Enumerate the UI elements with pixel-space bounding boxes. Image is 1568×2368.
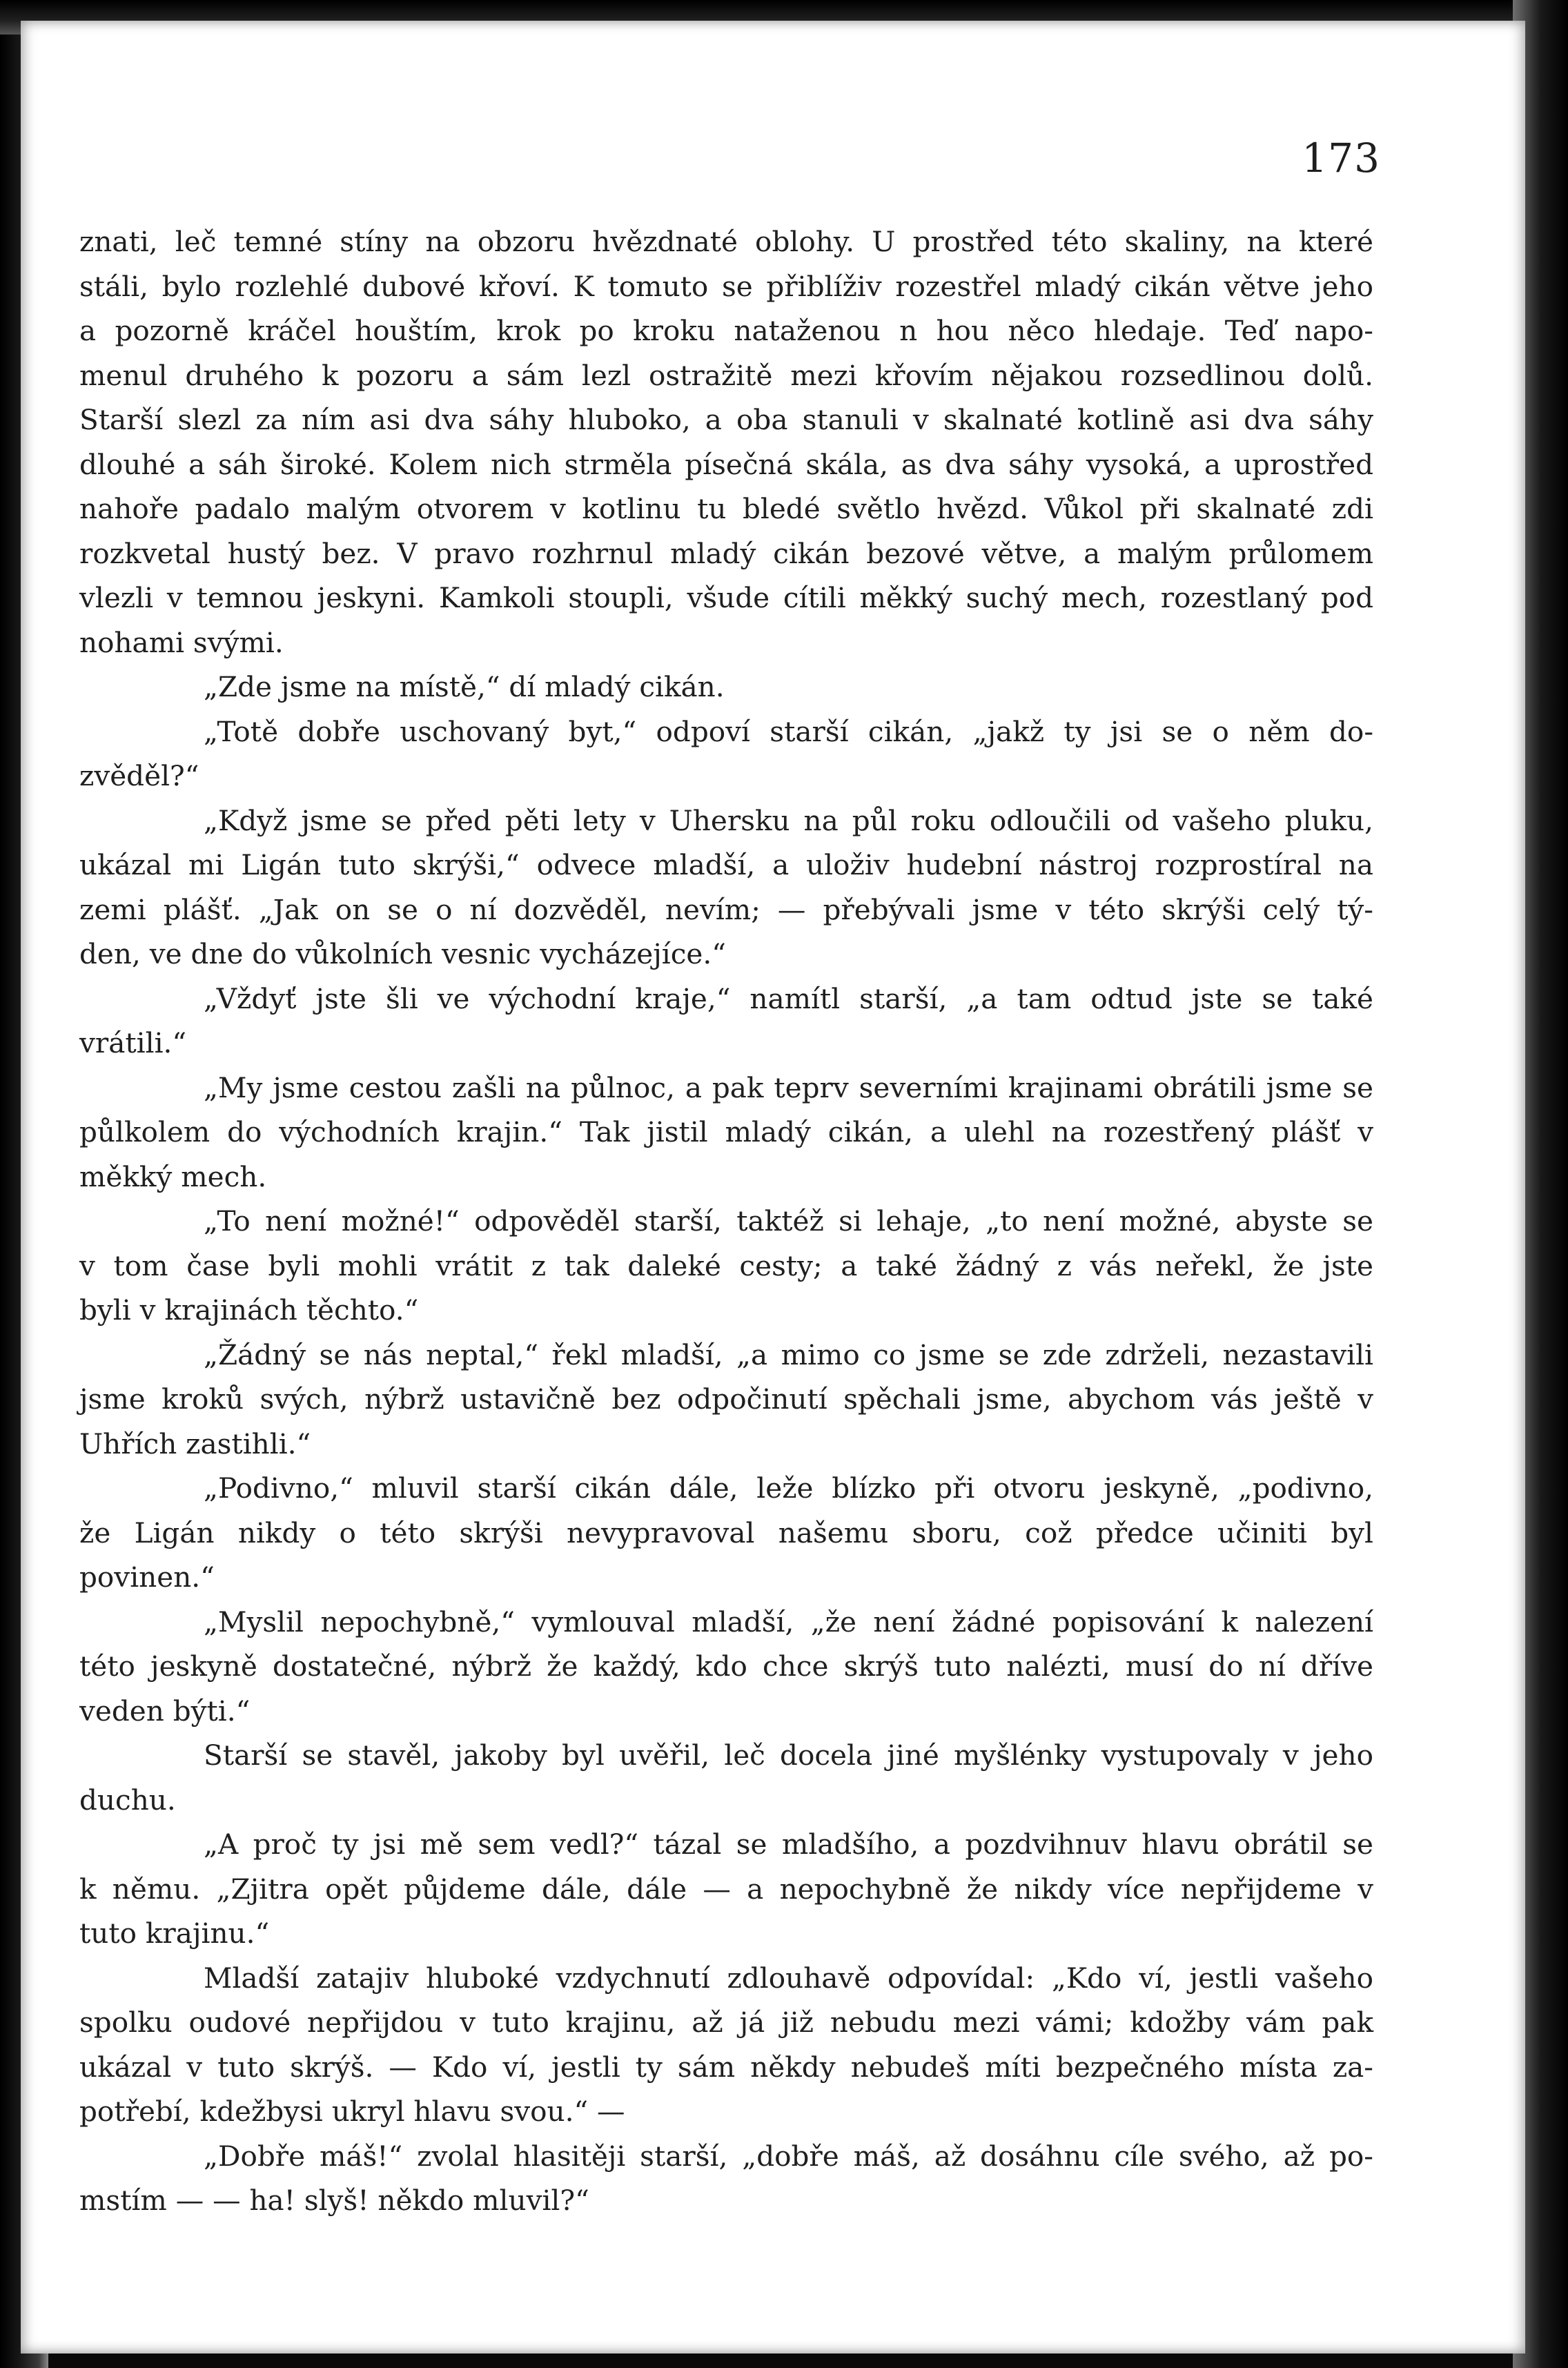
text-line: a pozorně kráčel houštím, krok po kroku nataženou n hou něco hledaje. Teď napo- <box>79 314 1373 347</box>
text-line: jsme kroků svých, nýbrž ustavičně bez odpočinutí spěchali jsme, abychom vás ještě v <box>79 1382 1373 1416</box>
book-page <box>21 21 1525 2354</box>
text-line: stáli, bylo rozlehlé dubové křoví. K tomuto se přiblíživ rozestřel mladý cikán větve jeho <box>79 269 1373 303</box>
text-line: k němu. „Zjitra opět půjdeme dále, dále — a nepochybně že nikdy více nepřijdeme v <box>79 1872 1373 1906</box>
text-line: byli v krajinách těchto.“ <box>79 1293 419 1327</box>
text-line: nahoře padalo malým otvorem v kotlinu tu bledé světlo hvězd. Vůkol při skalnaté zdi <box>79 492 1373 525</box>
text-line: Starší se stavěl, jakoby byl uvěřil, leč docela jiné myšlénky vystupovaly v jeho <box>204 1739 1373 1772</box>
text-line: povinen.“ <box>79 1560 215 1594</box>
text-line: že Ligán nikdy o této skrýši nevypravoval našemu sboru, což předce učiniti byl <box>79 1516 1373 1549</box>
text-line: znati, leč temné stíny na obzoru hvězdnaté oblohy. U prostřed této skaliny, na které <box>79 225 1373 258</box>
text-line: menul druhého k pozoru a sám lezl ostražitě mezi křovím nějakou rozsedlinou dolů. <box>79 358 1373 392</box>
text-line: „Dobře máš!“ zvolal hlasitěji starší, „dobře máš, až dosáhnu cíle svého, až po- <box>204 2139 1373 2173</box>
text-line: potřebí, kdežbysi ukryl hlavu svou.“ — <box>79 2095 625 2128</box>
text-line: zemi plášť. „Jak on se o ní dozvěděl, nevím; — přebývali jsme v této skrýši celý tý- <box>79 892 1373 926</box>
text-line: ukázal v tuto skrýš. — Kdo ví, jestli ty sám někdy nebudeš míti bezpečného místa za- <box>79 2050 1373 2084</box>
text-line: „Když jsme se před pěti lety v Uhersku na půl roku odloučili od vašeho pluku, <box>204 803 1373 837</box>
text-line: „Vždyť jste šli ve východní kraje,“ namítl starší, „a tam odtud jste se také <box>204 981 1373 1015</box>
text-line: dlouhé a sáh široké. Kolem nich strměla písečná skála, as dva sáhy vysoká, a uprostřed <box>79 447 1373 481</box>
text-line: tuto krajinu.“ <box>79 1917 270 1950</box>
text-line: „To není možné!“ odpověděl starší, taktéž si lehaje, „to není možné, abyste se <box>204 1204 1373 1237</box>
text-line: v tom čase byli mohli vrátit z tak daleké cesty; a také žádný z vás neřekl, že jste <box>79 1249 1373 1282</box>
text-line: duchu. <box>79 1783 176 1817</box>
text-line: vlezli v temnou jeskyni. Kamkoli stoupli, všude cítili měkký suchý mech, rozestlaný pod <box>79 581 1373 614</box>
text-line: „Totě dobře uschovaný byt,“ odpoví starší cikán, „jakž ty jsi se o něm do- <box>204 714 1373 748</box>
text-line: Uhřích zastihli.“ <box>79 1427 311 1460</box>
text-line: „A proč ty jsi mě sem vedl?“ tázal se mladšího, a pozdvihnuv hlavu obrátil se <box>204 1828 1373 1861</box>
text-line: spolku oudové nepřijdou v tuto krajinu, až já již nebudu mezi vámi; kdožby vám pak <box>79 2006 1373 2039</box>
text-line: „Zde jsme na místě,“ dí mladý cikán. <box>204 670 725 703</box>
text-line: rozkvetal hustý bez. V pravo rozhrnul mladý cikán bezové větve, a malým průlomem <box>79 536 1373 570</box>
text-line: této jeskyně dostatečné, nýbrž že každý, kdo chce skrýš tuto nalézti, musí do ní dříve <box>79 1650 1373 1683</box>
text-line: „Myslil nepochybně,“ vymlouval mladší, „že není žádné popisování k nalezení <box>204 1605 1373 1638</box>
text-line: Starší slezl za ním asi dva sáhy hluboko, a oba stanuli v skalnaté kotlině asi dva sáhy <box>79 403 1373 436</box>
text-line: Mladší zatajiv hluboké vzdychnutí zdlouhavě odpovídal: „Kdo ví, jestli vašeho <box>204 1961 1373 1995</box>
text-line: mstím — — ha! slyš! někdo mluvil?“ <box>79 2184 589 2217</box>
page-number: 173 <box>1302 135 1380 182</box>
text-line: měkký mech. <box>79 1159 267 1193</box>
text-line: vrátili.“ <box>79 1026 187 1059</box>
text-line: den, ve dne do vůkolních vesnic vycházejíce.“ <box>79 937 726 970</box>
text-line: zvěděl?“ <box>79 759 199 792</box>
text-line: půlkolem do východních krajin.“ Tak jistil mladý cikán, a ulehl na rozestřený plášť v <box>79 1115 1373 1148</box>
body-text <box>79 219 1373 2223</box>
text-line: „My jsme cestou zašli na půlnoc, a pak teprv severními krajinami obrátili jsme se <box>204 1070 1373 1104</box>
text-line: nohami svými. <box>79 625 284 659</box>
text-line: veden býti.“ <box>79 1694 251 1728</box>
text-line: ukázal mi Ligán tuto skrýši,“ odvece mladší, a uloživ hudební nástroj rozprostíral na <box>79 848 1373 881</box>
text-line: „Podivno,“ mluvil starší cikán dále, leže blízko při otvoru jeskyně, „podivno, <box>204 1471 1373 1505</box>
text-line: „Žádný se nás neptal,“ řekl mladší, „a mimo co jsme se zde zdrželi, nezastavili <box>204 1338 1373 1371</box>
